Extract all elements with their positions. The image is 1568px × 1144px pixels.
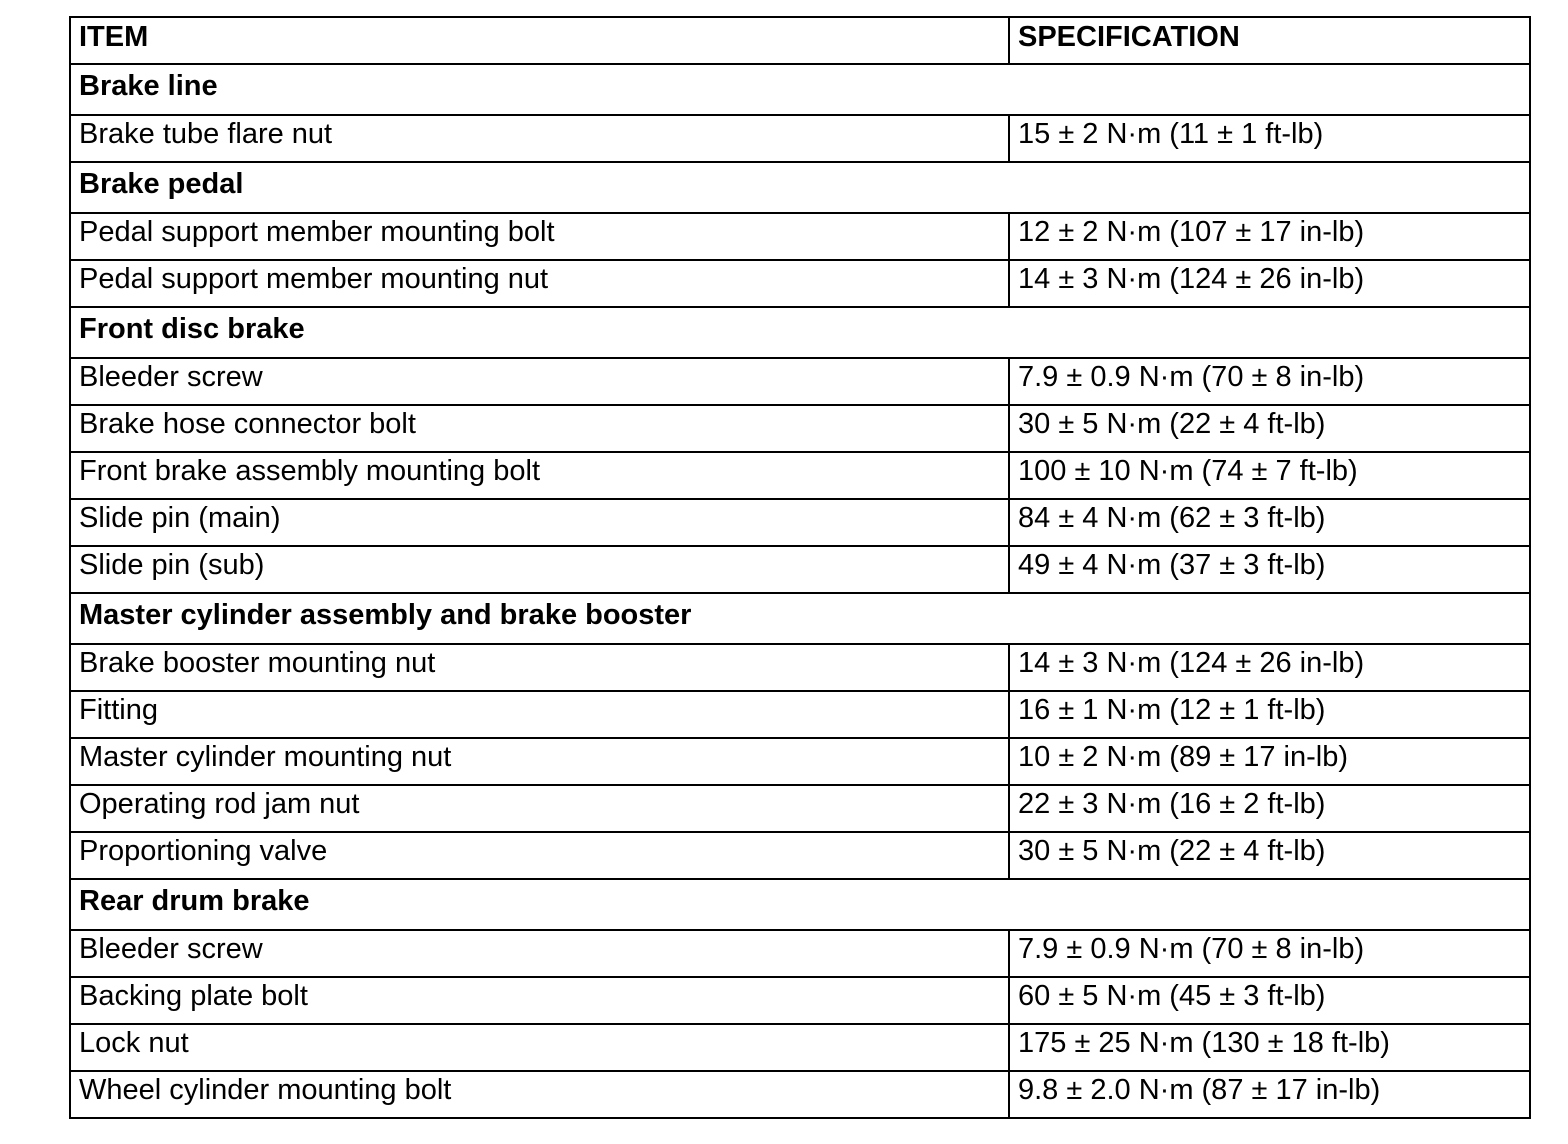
table-row [70, 499, 1530, 546]
section-heading: Master cylinder assembly and brake booster [70, 593, 1530, 644]
table-row [70, 738, 1530, 785]
section-heading: Brake pedal [70, 162, 1530, 213]
item-cell: Slide pin (main) [70, 499, 1009, 546]
specification-cell: 16 ± 1 N·m (12 ± 1 ft-lb) [1009, 691, 1530, 738]
specification-cell: 22 ± 3 N·m (16 ± 2 ft-lb) [1009, 785, 1530, 832]
item-cell: Pedal support member mounting bolt [70, 213, 1009, 260]
torque-spec-table [69, 16, 1531, 1119]
table-row [70, 977, 1530, 1024]
item-cell: Operating rod jam nut [70, 785, 1009, 832]
section-heading: Front disc brake [70, 307, 1530, 358]
table-body [70, 64, 1530, 1118]
section-row [70, 162, 1530, 213]
section-row [70, 64, 1530, 115]
table-row [70, 452, 1530, 499]
item-cell: Front brake assembly mounting bolt [70, 452, 1009, 499]
specification-cell: 30 ± 5 N·m (22 ± 4 ft-lb) [1009, 832, 1530, 879]
table-row [70, 358, 1530, 405]
specification-cell: 9.8 ± 2.0 N·m (87 ± 17 in-lb) [1009, 1071, 1530, 1118]
table-row [70, 785, 1530, 832]
specification-cell: 10 ± 2 N·m (89 ± 17 in-lb) [1009, 738, 1530, 785]
table-row [70, 1071, 1530, 1118]
table-row [70, 1024, 1530, 1071]
item-cell: Lock nut [70, 1024, 1009, 1071]
table-row [70, 930, 1530, 977]
specification-cell: 30 ± 5 N·m (22 ± 4 ft-lb) [1009, 405, 1530, 452]
specification-cell: 7.9 ± 0.9 N·m (70 ± 8 in-lb) [1009, 930, 1530, 977]
item-cell: Proportioning valve [70, 832, 1009, 879]
item-cell: Pedal support member mounting nut [70, 260, 1009, 307]
section-row [70, 593, 1530, 644]
table-row [70, 405, 1530, 452]
section-heading: Brake line [70, 64, 1530, 115]
specification-cell: 7.9 ± 0.9 N·m (70 ± 8 in-lb) [1009, 358, 1530, 405]
specification-cell: 84 ± 4 N·m (62 ± 3 ft-lb) [1009, 499, 1530, 546]
table-row [70, 832, 1530, 879]
table-row [70, 260, 1530, 307]
item-cell: Fitting [70, 691, 1009, 738]
item-cell: Master cylinder mounting nut [70, 738, 1009, 785]
section-heading: Rear drum brake [70, 879, 1530, 930]
item-cell: Backing plate bolt [70, 977, 1009, 1024]
specification-cell: 60 ± 5 N·m (45 ± 3 ft-lb) [1009, 977, 1530, 1024]
table-header [70, 17, 1530, 64]
specification-cell: 14 ± 3 N·m (124 ± 26 in-lb) [1009, 644, 1530, 691]
header-row [70, 17, 1530, 64]
table-row [70, 691, 1530, 738]
item-cell: Slide pin (sub) [70, 546, 1009, 593]
specification-cell: 14 ± 3 N·m (124 ± 26 in-lb) [1009, 260, 1530, 307]
item-cell: Brake hose connector bolt [70, 405, 1009, 452]
item-cell: Bleeder screw [70, 930, 1009, 977]
specification-cell: 49 ± 4 N·m (37 ± 3 ft-lb) [1009, 546, 1530, 593]
header-item: ITEM [70, 17, 1009, 64]
item-cell: Bleeder screw [70, 358, 1009, 405]
table-row [70, 115, 1530, 162]
specification-cell: 175 ± 25 N·m (130 ± 18 ft-lb) [1009, 1024, 1530, 1071]
table-row [70, 213, 1530, 260]
table-row [70, 644, 1530, 691]
specification-cell: 12 ± 2 N·m (107 ± 17 in-lb) [1009, 213, 1530, 260]
specification-cell: 100 ± 10 N·m (74 ± 7 ft-lb) [1009, 452, 1530, 499]
item-cell: Brake tube flare nut [70, 115, 1009, 162]
specification-cell: 15 ± 2 N·m (11 ± 1 ft-lb) [1009, 115, 1530, 162]
item-cell: Wheel cylinder mounting bolt [70, 1071, 1009, 1118]
header-specification: SPECIFICATION [1009, 17, 1530, 64]
section-row [70, 307, 1530, 358]
table-row [70, 546, 1530, 593]
item-cell: Brake booster mounting nut [70, 644, 1009, 691]
section-row [70, 879, 1530, 930]
